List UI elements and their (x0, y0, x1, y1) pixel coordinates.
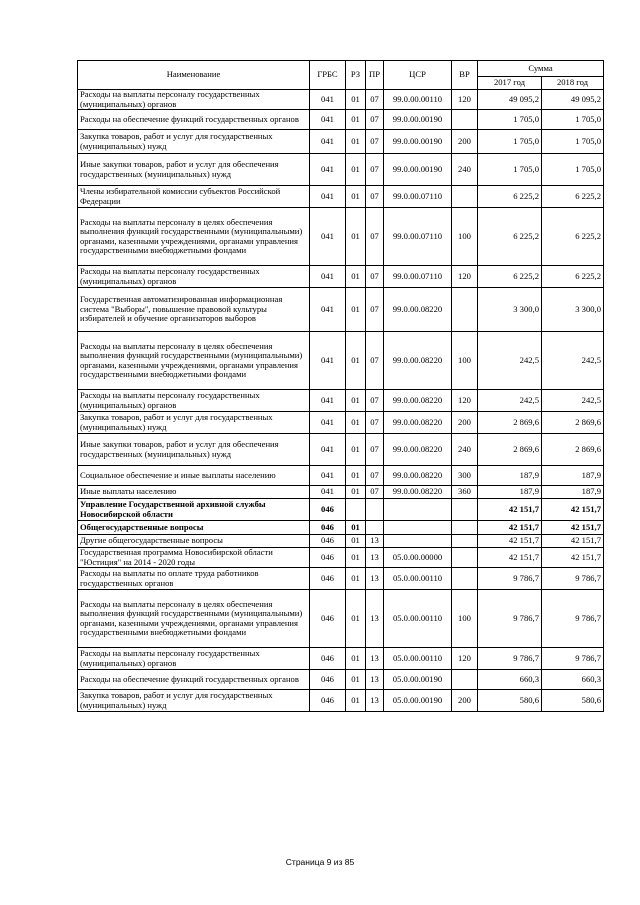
sum-2017-cell: 2 869,6 (478, 412, 542, 434)
sum-2018-cell: 580,6 (542, 690, 604, 712)
pr-cell (366, 521, 384, 535)
table-row (78, 412, 604, 434)
grbs-cell: 046 (310, 521, 346, 535)
vr-cell (452, 521, 478, 535)
sum-2018-cell: 2 869,6 (542, 434, 604, 466)
table-row (78, 499, 604, 521)
header-name: Наименование (78, 61, 310, 90)
csr-cell (384, 521, 452, 535)
table-row (78, 434, 604, 466)
table-row (78, 568, 604, 590)
name-cell: Иные выплаты населению (78, 486, 310, 499)
name-cell: Государственная программа Новосибирской области "Юстиция" на 2014 - 2020 годы (78, 548, 310, 568)
name-cell: Другие общегосударственные вопросы (78, 535, 310, 548)
rz-cell: 01 (346, 154, 366, 186)
sum-2017-cell: 580,6 (478, 690, 542, 712)
rz-cell: 01 (346, 590, 366, 648)
header-vr: ВР (452, 61, 478, 90)
rz-cell: 01 (346, 670, 366, 690)
rz-cell: 01 (346, 90, 366, 110)
rz-cell: 01 (346, 648, 366, 670)
csr-cell: 05.0.00.00110 (384, 590, 452, 648)
header-sum: Сумма (478, 61, 604, 77)
vr-cell (452, 499, 478, 521)
name-cell: Социальное обеспечение и иные выплаты населению (78, 466, 310, 486)
csr-cell: 05.0.00.00110 (384, 568, 452, 590)
name-cell: Члены избирательной комиссии субъектов Российской Федерации (78, 186, 310, 208)
sum-2017-cell: 9 786,7 (478, 648, 542, 670)
sum-2017-cell: 42 151,7 (478, 499, 542, 521)
grbs-cell: 041 (310, 486, 346, 499)
sum-2018-cell: 49 095,2 (542, 90, 604, 110)
pr-cell: 07 (366, 208, 384, 266)
rz-cell: 01 (346, 535, 366, 548)
sum-2018-cell: 1 705,0 (542, 130, 604, 154)
table-row (78, 590, 604, 648)
table-row (78, 535, 604, 548)
header-2018: 2018 год (542, 77, 604, 90)
name-cell: Закупка товаров, работ и услуг для государственных (муниципальных) нужд (78, 412, 310, 434)
csr-cell: 99.0.00.08220 (384, 288, 452, 332)
table-row (78, 154, 604, 186)
grbs-cell: 041 (310, 130, 346, 154)
table-row (78, 266, 604, 288)
table-row (78, 332, 604, 390)
sum-2018-cell: 9 786,7 (542, 648, 604, 670)
rz-cell (346, 499, 366, 521)
sum-2017-cell: 1 705,0 (478, 110, 542, 130)
pr-cell (366, 499, 384, 521)
vr-cell (452, 535, 478, 548)
grbs-cell: 046 (310, 499, 346, 521)
rz-cell: 01 (346, 288, 366, 332)
table-row (78, 648, 604, 670)
csr-cell: 05.0.00.00190 (384, 690, 452, 712)
sum-2018-cell: 1 705,0 (542, 154, 604, 186)
table-row (78, 690, 604, 712)
pr-cell: 07 (366, 466, 384, 486)
pr-cell: 07 (366, 154, 384, 186)
pr-cell: 07 (366, 332, 384, 390)
sum-2017-cell: 42 151,7 (478, 535, 542, 548)
header-2017: 2017 год (478, 77, 542, 90)
grbs-cell: 046 (310, 670, 346, 690)
sum-2018-cell: 242,5 (542, 332, 604, 390)
sum-2017-cell: 9 786,7 (478, 590, 542, 648)
csr-cell: 99.0.00.08220 (384, 466, 452, 486)
pr-cell: 13 (366, 568, 384, 590)
pr-cell: 07 (366, 288, 384, 332)
rz-cell: 01 (346, 521, 366, 535)
vr-cell: 100 (452, 590, 478, 648)
name-cell: Расходы на выплаты персоналу государственных (муниципальных) органов (78, 266, 310, 288)
table-row (78, 670, 604, 690)
sum-2017-cell: 187,9 (478, 466, 542, 486)
rz-cell: 01 (346, 690, 366, 712)
name-cell: Расходы на обеспечение функций государственных органов (78, 110, 310, 130)
table-row (78, 130, 604, 154)
sum-2017-cell: 2 869,6 (478, 434, 542, 466)
vr-cell: 360 (452, 486, 478, 499)
table-row (78, 521, 604, 535)
vr-cell (452, 288, 478, 332)
sum-2018-cell: 187,9 (542, 486, 604, 499)
name-cell: Расходы на выплаты персоналу государственных (муниципальных) органов (78, 648, 310, 670)
sum-2017-cell: 242,5 (478, 390, 542, 412)
sum-2018-cell: 660,3 (542, 670, 604, 690)
vr-cell: 300 (452, 466, 478, 486)
sum-2018-cell: 42 151,7 (542, 521, 604, 535)
sum-2017-cell: 1 705,0 (478, 154, 542, 186)
sum-2017-cell: 49 095,2 (478, 90, 542, 110)
budget-table (77, 60, 604, 712)
header-grbs: ГРБС (310, 61, 346, 90)
grbs-cell: 041 (310, 154, 346, 186)
rz-cell: 01 (346, 130, 366, 154)
pr-cell: 13 (366, 690, 384, 712)
sum-2018-cell: 187,9 (542, 466, 604, 486)
rz-cell: 01 (346, 390, 366, 412)
rz-cell: 01 (346, 110, 366, 130)
grbs-cell: 046 (310, 568, 346, 590)
sum-2018-cell: 42 151,7 (542, 548, 604, 568)
pr-cell: 07 (366, 130, 384, 154)
name-cell: Управление Государственной архивной службы Новосибирской области (78, 499, 310, 521)
pr-cell: 07 (366, 90, 384, 110)
grbs-cell: 046 (310, 690, 346, 712)
grbs-cell: 041 (310, 266, 346, 288)
name-cell: Расходы на выплаты персоналу в целях обеспечения выполнения функций государственными (муниципальными) органами, казенными учреждениями, органами управления государственными внебюджетными фондами (78, 332, 310, 390)
rz-cell: 01 (346, 434, 366, 466)
sum-2017-cell: 242,5 (478, 332, 542, 390)
name-cell: Иные закупки товаров, работ и услуг для обеспечения государственных (муниципальных) нужд (78, 434, 310, 466)
sum-2018-cell: 9 786,7 (542, 590, 604, 648)
pr-cell: 07 (366, 186, 384, 208)
rz-cell: 01 (346, 486, 366, 499)
vr-cell: 200 (452, 130, 478, 154)
table-row (78, 110, 604, 130)
pr-cell: 07 (366, 486, 384, 499)
csr-cell (384, 499, 452, 521)
sum-2018-cell: 42 151,7 (542, 535, 604, 548)
pr-cell: 13 (366, 590, 384, 648)
sum-2018-cell: 6 225,2 (542, 186, 604, 208)
header-csr: ЦСР (384, 61, 452, 90)
table-row (78, 90, 604, 110)
sum-2018-cell: 6 225,2 (542, 266, 604, 288)
csr-cell: 99.0.00.08220 (384, 486, 452, 499)
vr-cell: 120 (452, 90, 478, 110)
vr-cell: 200 (452, 690, 478, 712)
csr-cell: 99.0.00.08220 (384, 332, 452, 390)
pr-cell: 13 (366, 535, 384, 548)
vr-cell (452, 548, 478, 568)
sum-2017-cell: 9 786,7 (478, 568, 542, 590)
sum-2017-cell: 6 225,2 (478, 208, 542, 266)
sum-2017-cell: 3 300,0 (478, 288, 542, 332)
grbs-cell: 046 (310, 590, 346, 648)
sum-2017-cell: 187,9 (478, 486, 542, 499)
rz-cell: 01 (346, 412, 366, 434)
rz-cell: 01 (346, 266, 366, 288)
rz-cell: 01 (346, 466, 366, 486)
sum-2017-cell: 6 225,2 (478, 266, 542, 288)
pr-cell: 07 (366, 434, 384, 466)
vr-cell: 240 (452, 434, 478, 466)
grbs-cell: 041 (310, 186, 346, 208)
csr-cell: 99.0.00.00110 (384, 90, 452, 110)
header-rz: РЗ (346, 61, 366, 90)
grbs-cell: 046 (310, 548, 346, 568)
grbs-cell: 041 (310, 466, 346, 486)
pr-cell: 13 (366, 648, 384, 670)
rz-cell: 01 (346, 186, 366, 208)
grbs-cell: 041 (310, 110, 346, 130)
sum-2018-cell: 3 300,0 (542, 288, 604, 332)
csr-cell: 99.0.00.08220 (384, 434, 452, 466)
csr-cell: 99.0.00.08220 (384, 390, 452, 412)
csr-cell: 99.0.00.07110 (384, 208, 452, 266)
sum-2018-cell: 42 151,7 (542, 499, 604, 521)
name-cell: Общегосударственные вопросы (78, 521, 310, 535)
table-row (78, 390, 604, 412)
csr-cell: 99.0.00.07110 (384, 266, 452, 288)
name-cell: Расходы на выплаты персоналу государственных (муниципальных) органов (78, 390, 310, 412)
grbs-cell: 041 (310, 208, 346, 266)
sum-2018-cell: 242,5 (542, 390, 604, 412)
grbs-cell: 041 (310, 390, 346, 412)
csr-cell: 99.0.00.08220 (384, 412, 452, 434)
pr-cell: 07 (366, 266, 384, 288)
sum-2018-cell: 9 786,7 (542, 568, 604, 590)
name-cell: Государственная автоматизированная информационная система "Выборы", повышение правовой культуры избирателей и обучение организаторов выборов (78, 288, 310, 332)
csr-cell: 99.0.00.00190 (384, 130, 452, 154)
vr-cell (452, 670, 478, 690)
sum-2017-cell: 6 225,2 (478, 186, 542, 208)
pr-cell: 07 (366, 110, 384, 130)
name-cell: Расходы на выплаты персоналу в целях обеспечения выполнения функций государственными (муниципальными) органами, казенными учреждениями, органами управления государственными внебюджетными фондами (78, 590, 310, 648)
page-number: Страница 9 из 85 (285, 857, 355, 867)
table-row (78, 208, 604, 266)
sum-2018-cell: 2 869,6 (542, 412, 604, 434)
vr-cell: 100 (452, 332, 478, 390)
name-cell: Расходы на обеспечение функций государственных органов (78, 670, 310, 690)
pr-cell: 13 (366, 548, 384, 568)
vr-cell: 120 (452, 390, 478, 412)
vr-cell: 200 (452, 412, 478, 434)
csr-cell: 05.0.00.00110 (384, 648, 452, 670)
sum-2018-cell: 1 705,0 (542, 110, 604, 130)
csr-cell (384, 535, 452, 548)
name-cell: Иные закупки товаров, работ и услуг для обеспечения государственных (муниципальных) нужд (78, 154, 310, 186)
table-row (78, 548, 604, 568)
table-row (78, 288, 604, 332)
pr-cell: 13 (366, 670, 384, 690)
sum-2017-cell: 42 151,7 (478, 521, 542, 535)
name-cell: Закупка товаров, работ и услуг для государственных (муниципальных) нужд (78, 690, 310, 712)
sum-2017-cell: 42 151,7 (478, 548, 542, 568)
vr-cell: 240 (452, 154, 478, 186)
vr-cell: 120 (452, 266, 478, 288)
pr-cell: 07 (366, 412, 384, 434)
name-cell: Расходы на выплаты по оплате труда работников государственных органов (78, 568, 310, 590)
sum-2018-cell: 6 225,2 (542, 208, 604, 266)
rz-cell: 01 (346, 208, 366, 266)
grbs-cell: 041 (310, 412, 346, 434)
grbs-cell: 046 (310, 535, 346, 548)
name-cell: Расходы на выплаты персоналу в целях обеспечения выполнения функций государственными (муниципальными) органами, казенными учреждениями, органами управления государственными внебюджетными фондами (78, 208, 310, 266)
sum-2017-cell: 1 705,0 (478, 130, 542, 154)
rz-cell: 01 (346, 568, 366, 590)
grbs-cell: 041 (310, 288, 346, 332)
csr-cell: 99.0.00.00190 (384, 110, 452, 130)
table-row (78, 186, 604, 208)
vr-cell: 100 (452, 208, 478, 266)
vr-cell: 120 (452, 648, 478, 670)
name-cell: Закупка товаров, работ и услуг для государственных (муниципальных) нужд (78, 130, 310, 154)
vr-cell (452, 568, 478, 590)
rz-cell: 01 (346, 548, 366, 568)
vr-cell (452, 110, 478, 130)
name-cell: Расходы на выплаты персоналу государственных (муниципальных) органов (78, 90, 310, 110)
pr-cell: 07 (366, 390, 384, 412)
table-row (78, 466, 604, 486)
csr-cell: 99.0.00.00190 (384, 154, 452, 186)
csr-cell: 05.0.00.00190 (384, 670, 452, 690)
grbs-cell: 046 (310, 648, 346, 670)
header-pr: ПР (366, 61, 384, 90)
csr-cell: 99.0.00.07110 (384, 186, 452, 208)
csr-cell: 05.0.00.00000 (384, 548, 452, 568)
vr-cell (452, 186, 478, 208)
grbs-cell: 041 (310, 90, 346, 110)
grbs-cell: 041 (310, 434, 346, 466)
sum-2017-cell: 660,3 (478, 670, 542, 690)
grbs-cell: 041 (310, 332, 346, 390)
table-row (78, 486, 604, 499)
rz-cell: 01 (346, 332, 366, 390)
